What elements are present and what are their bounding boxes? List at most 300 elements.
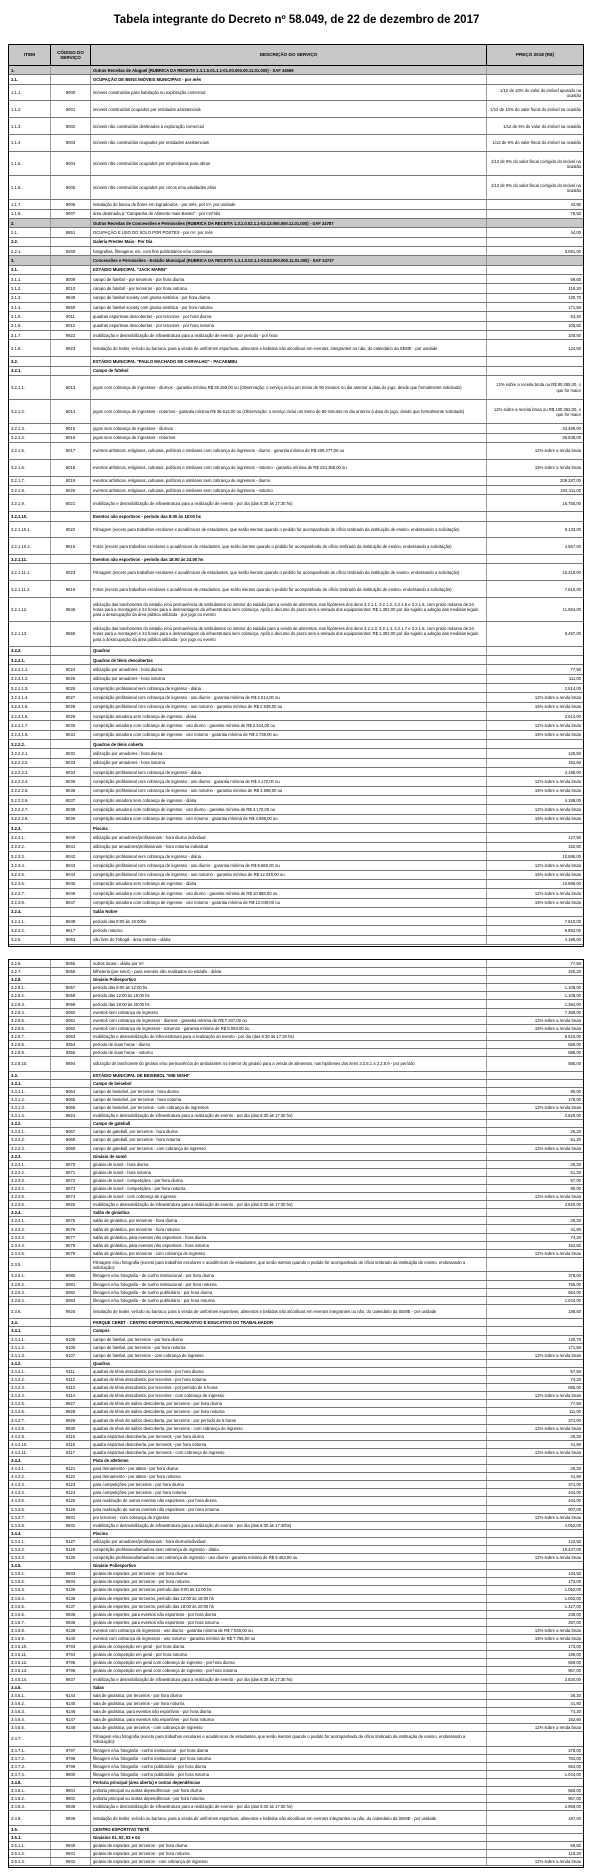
row-description: Fotos (exceto para trabalhos escolares e acadêmicos de estudantes, que serão isentos quando o pedido for acompanhado de ofício timbrado da instituição de ensino, endossando a solicitação)	[91, 581, 487, 597]
table-row	[9, 1675, 583, 1683]
row-code: 8048	[51, 917, 91, 925]
row-price: 4.188,00	[564, 797, 581, 803]
row-code: 8056	[51, 968, 91, 975]
row-description: ginásio de competição em geral - por hora noturna	[91, 1651, 487, 1658]
row-description: quadras esportivas descobertas - por terceiros - por hora noturna	[91, 322, 487, 330]
row-description: período de duas horas - diurno	[91, 1041, 487, 1048]
table-row	[9, 1376, 583, 1384]
row-description: competição amadora com cobrança de ingresso - uso noturno - garantia mínima de R$ 12.049,00 ou	[91, 899, 487, 907]
row-item: 3.4.3.8.	[9, 1522, 51, 1529]
row-code	[51, 976, 91, 983]
row-price	[487, 976, 583, 983]
row-item: 3.2.3.8.	[9, 899, 51, 907]
table-row	[9, 486, 583, 495]
row-item: 3.1.2.	[9, 284, 51, 292]
row-price: 2.820,00	[564, 1113, 581, 1119]
row-description: eventos sem cobrança de ingresso	[91, 1009, 487, 1016]
row-code: 8021	[51, 495, 91, 511]
row-description: por terceiros - com cobrança de ingresso	[91, 1514, 487, 1521]
row-price: 12% sobre a renda bruta	[534, 1859, 581, 1865]
row-code	[51, 256, 91, 264]
row-price: 444,00	[568, 1498, 581, 1504]
row-item: 3.4.8.1.	[9, 1787, 51, 1794]
row-description: sala de ginástica, para eventos não esportivos - por hora diurna	[91, 1708, 487, 1715]
row-price: 15% sobre a renda bruta	[534, 872, 581, 878]
row-item: 3.2.1.11.	[9, 555, 51, 563]
row-code: 9123	[51, 1481, 91, 1488]
subsection-row	[9, 238, 583, 247]
row-code	[51, 1153, 91, 1160]
table-row	[9, 1850, 583, 1858]
row-code: 8070	[51, 1161, 91, 1168]
table-row	[9, 294, 583, 303]
row-code: 8069	[51, 1145, 91, 1152]
row-description: sala de ginástica, por terceiros - por hora diurna	[91, 1692, 487, 1699]
row-code	[51, 1826, 91, 1833]
row-item: 3.2.3.5.	[9, 871, 51, 879]
row-description: filmagem e/ou fotografia - cunho institucional - por hora noturna	[91, 1755, 487, 1762]
row-description: jogos sem cobrança de ingressos - diurnos	[91, 424, 487, 432]
row-item: 3.3.4.3.	[9, 1234, 51, 1241]
row-code: 8032	[51, 749, 91, 757]
row-code: 8023	[51, 564, 91, 580]
row-price: 90,00	[570, 1186, 581, 1192]
row-code: 8033	[51, 759, 91, 767]
row-code: 9137	[51, 1603, 91, 1610]
row-code: 9126	[51, 1506, 91, 1513]
row-price	[487, 66, 583, 74]
row-code: 8059	[51, 1000, 91, 1007]
row-description: campo de gateball, por terceiros - hora noturna	[91, 1136, 487, 1143]
row-description: ginásio de esportes, por terceiros - por hora noturna	[91, 1578, 487, 1585]
table-row	[9, 581, 583, 598]
row-item: 1.	[9, 66, 51, 74]
row-price: 57,50	[570, 1368, 581, 1374]
row-price: 11.694,00	[562, 607, 581, 613]
row-price: 1/12 de 10% do valor do imóvel apurado na ocasião	[499, 87, 581, 98]
row-price: 12% sobre a renda bruta	[534, 1194, 581, 1200]
table-row	[9, 675, 583, 684]
subsection-row	[9, 740, 583, 749]
row-item: 3.2.8.7.	[9, 1033, 51, 1040]
row-item: 3.4.3.1.	[9, 1465, 51, 1472]
row-item: 3.2.1.8.	[9, 486, 51, 494]
table-row	[9, 968, 583, 976]
subsection-row	[9, 1779, 583, 1787]
row-code	[51, 1562, 91, 1569]
row-price: 127,50	[568, 834, 581, 840]
row-code	[51, 357, 91, 365]
row-price: 26,20	[570, 1466, 581, 1472]
table-row	[9, 1787, 583, 1795]
row-item: 3.2.1.2.	[9, 400, 51, 423]
row-description: ginásio de sumô - com cobrança de ingresso	[91, 1193, 487, 1200]
row-item: 3.4.5.3.	[9, 1586, 51, 1593]
row-price: 378,00	[568, 1747, 581, 1753]
row-code: 8013	[51, 376, 91, 399]
subsection-row	[9, 266, 583, 275]
row-description: competição amadora com cobrança de ingresso - uso diurno - garantia mínima de R$ 2.514,00 ou	[91, 721, 487, 729]
table-row	[9, 1651, 583, 1659]
table-row	[9, 880, 583, 889]
table-row	[9, 1041, 583, 1049]
row-description: competição amadora sem cobrança de ingresso - diária	[91, 796, 487, 804]
row-item: 3.5.1.3.	[9, 1858, 51, 1865]
row-code: 9931	[51, 1514, 91, 1521]
table-row	[9, 1136, 583, 1144]
subsection-row	[9, 656, 583, 665]
row-description: período das 12:00 às 18:00 hs	[91, 992, 487, 999]
table-row	[9, 960, 583, 968]
table-row	[9, 1732, 583, 1747]
row-item: 3.4.2.11.	[9, 1449, 51, 1456]
row-price: 12% sobre a renda bruta	[534, 1555, 581, 1561]
table-row	[9, 1795, 583, 1803]
row-item: 3.5.1.	[9, 1834, 51, 1841]
table-row	[9, 622, 583, 646]
row-code: 8012	[51, 322, 91, 330]
row-code	[51, 75, 91, 83]
row-code: 9117	[51, 1449, 91, 1456]
row-description: eventos com cobrança de ingressos - uso diurno - garantia mínima de R$ 7.049,00 ou	[91, 1627, 487, 1634]
row-price: 7.610,00	[564, 586, 581, 592]
row-price: 12% sobre a renda bruta	[534, 1627, 581, 1633]
row-price: 54,40	[570, 314, 581, 320]
table-row	[9, 564, 583, 581]
row-item: 3.2.2.1.4.	[9, 693, 51, 701]
row-description: competição profissional/amadora sem cobrança de ingresso - diária	[91, 1546, 487, 1553]
row-code: 9112	[51, 1376, 91, 1383]
row-code: 9938	[51, 1803, 91, 1810]
row-price: 6.515,00	[564, 1033, 581, 1039]
row-item: 3.4.2.1.	[9, 1368, 51, 1375]
row-code: 9926	[51, 1305, 91, 1319]
row-item: 3.4.2.6.	[9, 1408, 51, 1415]
row-code: 8037	[51, 796, 91, 804]
row-price: 507,00	[568, 1506, 581, 1512]
row-price	[487, 1080, 583, 1087]
row-price	[487, 656, 583, 664]
row-description: instalação de trailer, veículo ou barraca, para a venda de uniformes esportivos, alimentos e bebidas não alcoólicas em eventos, integrantes ou não, do calendário da SEME - por unidade	[91, 340, 487, 356]
row-code: 9617	[51, 926, 91, 934]
row-code: 9794	[51, 1651, 91, 1658]
header-item: ITEM	[9, 45, 51, 65]
row-price: 59,60	[570, 276, 581, 282]
row-code: 9125	[51, 1497, 91, 1504]
row-item: 2.2.1.	[9, 247, 51, 255]
row-description: imóveis não construídos ocupados por empreiteiras para obras	[91, 152, 487, 175]
row-price: 74,20	[570, 1377, 581, 1383]
row-description: ginásio de esportes, por terceiros, período das 12:00 às 18:00 hs	[91, 1595, 487, 1602]
row-code	[51, 824, 91, 832]
row-item: 3.2.2.2.7.	[9, 805, 51, 813]
header-price: PREÇO 2018 (R$)	[515, 52, 555, 58]
row-price: 105,60	[568, 323, 581, 329]
row-price: 248,00	[568, 1611, 581, 1617]
row-code: 8000	[51, 85, 91, 101]
row-description: Ginásios 01, 02, 03 e 04	[91, 1834, 487, 1841]
row-price: 41,80	[570, 1474, 581, 1480]
row-code: 8006	[51, 200, 91, 208]
table-row	[9, 495, 583, 512]
row-price: 12% sobre a renda bruta	[534, 1250, 581, 1256]
row-item: 3.4.4.	[9, 1530, 51, 1537]
table-row	[9, 1009, 583, 1017]
row-code: 8040	[51, 833, 91, 841]
row-price: 659,00	[568, 1660, 581, 1666]
row-code: 8002	[51, 118, 91, 134]
row-price: 15% sobre a renda bruta	[534, 1025, 581, 1031]
row-description: utilização por amadores/profissionais - hora noturna individual	[91, 843, 487, 851]
row-code: 9107	[51, 1352, 91, 1359]
row-description: campo de beisebol, por terceiros - hora diurna	[91, 1088, 487, 1095]
row-price: 178,00	[568, 1097, 581, 1102]
row-price: 51,20	[570, 1137, 581, 1143]
row-item: 3.3.3.5.	[9, 1193, 51, 1200]
row-price: 378,00	[568, 1273, 581, 1279]
table-row	[9, 1344, 583, 1352]
row-item: 3.5.1.1.	[9, 1842, 51, 1849]
row-description: Portaria principal (área aberta) e outras dependências	[91, 1779, 487, 1786]
table-row	[9, 1481, 583, 1489]
row-item: 3.2.3.3.	[9, 852, 51, 860]
row-item: 3.3.5.	[9, 1258, 51, 1272]
row-price: 186,50	[568, 1309, 581, 1315]
row-item: 3.3.6.	[9, 1305, 51, 1319]
row-item: 3.3.1.2.	[9, 1096, 51, 1103]
row-price: 659,00	[568, 1041, 581, 1047]
row-description: período das 8:00 às 12:00 hs	[91, 984, 487, 991]
section-row	[9, 256, 583, 265]
row-description: competição profissional sem cobrança de ingresso - diária	[91, 768, 487, 776]
row-code: 9129	[51, 1546, 91, 1553]
row-description: imóveis não construídos destinados à exploração comercial	[91, 118, 487, 134]
row-item: 3.2.4.1.	[9, 917, 51, 925]
row-item: 3.4.4.1.	[9, 1538, 51, 1545]
table-row	[9, 1352, 583, 1360]
row-item: 3.4.6.4.	[9, 1716, 51, 1723]
row-description: competição amadora com cobrança de ingresso - uso diurno - garantia mínima de R$ 10.868,00 ou	[91, 889, 487, 897]
table-row	[9, 1258, 583, 1273]
row-description: ginásio de esportes, por terceiros - por hora diurna	[91, 1570, 487, 1577]
table-row	[9, 759, 583, 768]
row-price: 1.327,00	[564, 1603, 581, 1609]
row-item: 1.1.	[9, 75, 51, 83]
row-price: 12% sobre a renda bruta	[534, 862, 581, 868]
row-code: 9802	[51, 1795, 91, 1802]
row-code: 9127	[51, 1538, 91, 1545]
row-code: 8039	[51, 815, 91, 823]
row-item: 3.4.2.10.	[9, 1441, 51, 1448]
row-item: 3.2.8.1.	[9, 984, 51, 991]
row-description: Ginásio de sumô	[91, 1153, 487, 1160]
row-code	[51, 1258, 91, 1272]
row-item: 3.3.3.6.	[9, 1201, 51, 1208]
row-item: 3.4.3.7.	[9, 1514, 51, 1521]
row-item: 3.2.2.1.2.	[9, 675, 51, 683]
row-description: utilização por amadores - hora diurna	[91, 665, 487, 673]
table-row	[9, 1250, 583, 1258]
row-code: 9932	[51, 1522, 91, 1529]
row-price: 1.062,00	[564, 1595, 581, 1601]
row-price: 26,20	[570, 1129, 581, 1135]
row-description: Fotos (exceto para trabalhos escolares e acadêmicos de estudantes, que serão isentos quando o pedido for acompanhado de ofício timbrado da instituição de ensino, endossando a solicitação)	[91, 538, 487, 554]
row-description: campo de futebol, por terceiros - com cobrança de ingresso	[91, 1352, 487, 1359]
row-description: ginásio de sumô - competições - por hora noturna	[91, 1185, 487, 1192]
row-description: Campo de gateball	[91, 1120, 487, 1127]
row-code: 8077	[51, 1234, 91, 1241]
table-row	[9, 1803, 583, 1811]
row-item: 3.4.8.2.	[9, 1795, 51, 1802]
row-code: 9114	[51, 1392, 91, 1399]
row-description: Pista de atletismo	[91, 1457, 487, 1464]
row-item: 3.3.4.1.	[9, 1217, 51, 1224]
row-description: mobilização e desmobilização de infraestrutura para a realização de evento - por período - por hora	[91, 331, 487, 339]
row-description: ginásio de sumô - competições - por hora diurna	[91, 1177, 487, 1184]
row-price	[487, 647, 583, 655]
row-description: utilização por amadores/profissionais - hora diurna/individual	[91, 1538, 487, 1545]
row-item: 3.4.2.8.	[9, 1425, 51, 1432]
row-price: 171,50	[568, 1344, 581, 1350]
row-code: 9139	[51, 1627, 91, 1634]
table-row	[9, 176, 583, 200]
row-item: 3.3.2.3.	[9, 1145, 51, 1152]
table-row	[9, 1747, 583, 1755]
row-price: 2.959,00	[564, 1804, 581, 1810]
row-item: 3.1.	[9, 266, 51, 274]
row-item: 3.2.1.10.1.	[9, 522, 51, 538]
row-price	[487, 824, 583, 832]
row-price: 1.044,00	[564, 1772, 581, 1777]
row-description: competição profissional com cobrança de ingresso - uso diurno - garantia mínima de R$ 4.170,00 ou	[91, 777, 487, 785]
row-code	[51, 1530, 91, 1537]
row-description: ginásio de competição em geral com cobrança de ingresso - por hora diurna	[91, 1659, 487, 1666]
row-price: 74,20	[570, 1234, 581, 1240]
row-code: 8003	[51, 135, 91, 151]
table-row	[9, 1384, 583, 1392]
row-description: para competições, por terceiros - por hora diurna	[91, 1481, 487, 1488]
row-item: 3.4.5.14.	[9, 1675, 51, 1682]
row-item: 3.3.5.4.	[9, 1297, 51, 1304]
row-description: filmagem e/ou fotografia - de cunho publicitário - por hora noturna	[91, 1297, 487, 1304]
row-description: utilização das lanchonetes do estádio e/ou permanência de ambulantes no interior do estádio para a venda de alimentos, nas hipóteses dos itens 3.2.1.3, 3.2.1.4, 3.2.1.7 e 3.2.1.8, com prazo máximo de 24 horas para a montagem e 24 horas para a desmontagem da infraestrutura sem cobrança. Após o decurso do prazo sem a retirada dos equipamentos: R$ 1.302,00 por dia sujeito a adoção das medidas legais para a desocupação da área pública utilizada - por jogo ou evento	[91, 622, 487, 645]
row-price: 26,20	[570, 1692, 581, 1698]
row-item: 3.3.	[9, 1072, 51, 1079]
row-description: Eventos não esportivos - período das 18:00 às 24:00 hs	[91, 555, 487, 563]
row-description: quadras de tênis de saibro descoberta, por terceiros - por hora diurna	[91, 1400, 487, 1407]
row-code: 8064	[51, 1088, 91, 1095]
subsection-row	[9, 357, 583, 366]
row-description: Filmagem e/ou fotografia (exceto para trabalhos escolares e acadêmicos de estudantes, que serão isentos quando o pedido for acompanhado de ofício timbrado da instituição de ensino, endossando a solicitação):	[91, 1732, 487, 1746]
row-description: Galeria Prestes Maia - Por Dia	[91, 238, 487, 246]
row-description: eventos com cobrança de ingressos - noturnos - garantia mínima de R$ 8.094,00 ou	[91, 1025, 487, 1032]
row-description: ginásio de esportes, por terceiros - com cobrança de ingresso	[91, 1858, 487, 1865]
row-price: 564,00	[568, 1763, 581, 1769]
row-price: 9.892,00	[564, 928, 581, 934]
row-description: Quadras de tênis descobertas	[91, 656, 487, 664]
row-code: 9144	[51, 1692, 91, 1699]
row-item: 3.4.2.2.	[9, 1376, 51, 1383]
table-row	[9, 1603, 583, 1611]
table-row	[9, 85, 583, 102]
row-code: 8058	[51, 992, 91, 999]
row-code: 9615	[51, 538, 91, 554]
row-price: 297,00	[568, 1619, 581, 1625]
row-item: 3.3.5.3.	[9, 1289, 51, 1296]
table-row	[9, 1096, 583, 1104]
row-code	[51, 1072, 91, 1079]
row-price: 90,00	[570, 1088, 581, 1094]
row-price: 6.497,00	[564, 631, 581, 637]
row-price: 755,00	[568, 1281, 581, 1287]
row-price	[487, 1834, 583, 1841]
row-code: 9928	[51, 1408, 91, 1415]
row-item: 3.	[9, 256, 51, 264]
row-item: 3.2.1.10.2.	[9, 538, 51, 554]
row-code	[51, 555, 91, 563]
row-price	[487, 512, 583, 520]
row-description: competição amadora com cobrança de ingresso - uso noturno - garantia mínima de R$ 2.738,00 ou	[91, 731, 487, 739]
row-code	[51, 266, 91, 274]
row-item: 3.2.8.6.	[9, 1025, 51, 1032]
row-item: 3.2.2.	[9, 647, 51, 655]
row-price: 4.188,00	[564, 769, 581, 775]
row-price: 7.369,00	[564, 1009, 581, 1015]
row-description: Campos	[91, 1327, 487, 1334]
table-row	[9, 275, 583, 284]
row-item: 3.2.1.13.	[9, 622, 51, 645]
row-item: 3.4.2.	[9, 1360, 51, 1367]
row-price	[487, 1530, 583, 1537]
subsection-row	[9, 1120, 583, 1128]
row-description: Campo de beisebol	[91, 1080, 487, 1087]
table-row	[9, 1449, 583, 1457]
row-price: 2.514,00	[564, 685, 581, 691]
row-price: 12% sobre a receita bruta ou R$ 80.285,00, o que for maior	[496, 382, 581, 393]
row-description: Piscina	[91, 824, 487, 832]
table-row	[9, 1242, 583, 1250]
row-description: competição profissional sem cobrança de ingresso - diária	[91, 852, 487, 860]
row-code: 9121	[51, 1465, 91, 1472]
row-description: imóveis não construídos ocupados por entidades assistenciais	[91, 135, 487, 151]
row-code: 8076	[51, 1225, 91, 1232]
row-description: fotografias, filmagens, etc. com fins publicitários e/ou comerciais	[91, 247, 487, 255]
subsection-row	[9, 1360, 583, 1368]
row-description: para realização de outros eventos não esportivos - por hora noturna	[91, 1506, 487, 1513]
row-item: 3.4.8.	[9, 1779, 51, 1786]
header-description: DESCRIÇÃO DO SERVIÇO	[91, 45, 487, 65]
row-item: 3.2.1.11.2.	[9, 581, 51, 597]
row-price: 12% sobre a renda bruta	[534, 1393, 581, 1399]
table-row	[9, 1763, 583, 1771]
row-code: 9935	[51, 1611, 91, 1618]
row-code: 8071	[51, 1169, 91, 1176]
row-item: 3.2.8.	[9, 976, 51, 983]
row-item: 1.1.7.	[9, 200, 51, 208]
table-row	[9, 1441, 583, 1449]
row-code: 9799	[51, 1763, 91, 1770]
row-description: para treinamento - por atleta - por hora diurna	[91, 1465, 487, 1472]
row-description: quadras esportivas descobertas - por terceiros - por hora diurna	[91, 312, 487, 320]
row-item: 3.2.1.1.	[9, 376, 51, 399]
row-code: 8053	[51, 936, 91, 944]
row-code: 9942	[51, 1858, 91, 1865]
table-row	[9, 1368, 583, 1376]
row-item: 2.2.	[9, 238, 51, 246]
row-item: 3.2.4.2.	[9, 926, 51, 934]
row-price: 77,50	[570, 1401, 581, 1407]
row-price: 564,00	[568, 1289, 581, 1295]
